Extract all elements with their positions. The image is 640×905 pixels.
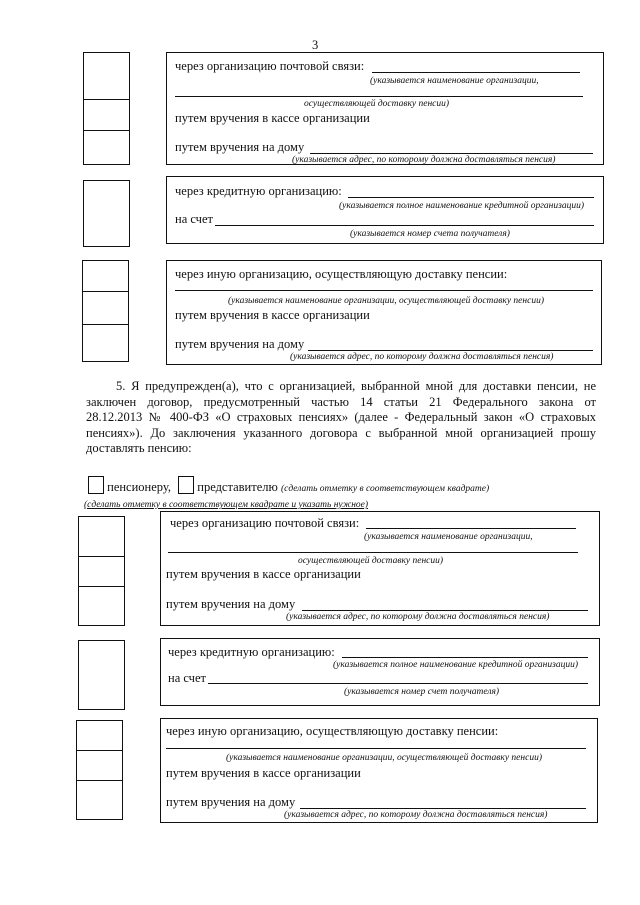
checkbox-other-cash[interactable] [82, 291, 129, 326]
b-postal-org-line2[interactable] [168, 552, 578, 553]
credit-account-label: на счет [175, 212, 213, 226]
b-credit-name-hint: (указывается полное наименование кредитной организации) [333, 660, 578, 670]
credit-account-line[interactable] [215, 225, 594, 226]
paragraph-5-line-3: 28.12.2013 № 400-ФЗ «О страховых пенсиях» (далее - Федеральный закон «О страховых [86, 410, 596, 424]
credit-account-hint: (указывается номер счета получателя) [350, 229, 510, 239]
other-name-line[interactable] [175, 290, 593, 291]
other-option-cash: путем вручения в кассе организации [175, 308, 370, 322]
checkbox-b-postal-home[interactable] [78, 586, 125, 626]
page-number: 3 [312, 38, 319, 52]
checkbox-credit-org[interactable] [83, 180, 130, 247]
paragraph-5-line-2: заключен договор, предусмотренный частью 14 статьи 21 Федерального закона от [86, 394, 596, 409]
postal-home-line[interactable] [310, 153, 593, 154]
checkbox-postal-home[interactable] [83, 130, 130, 165]
postal-option-home: путем вручения на дому [175, 140, 305, 154]
b-credit-account-line[interactable] [208, 683, 588, 684]
other-title: через иную организацию, осуществляющую доставку пенсии: [175, 267, 508, 281]
b-postal-home-hint: (указывается адрес, по которому должна доставляться пенсия) [286, 612, 550, 622]
b-postal-org-line[interactable] [366, 528, 576, 529]
checkbox-representative[interactable] [178, 476, 194, 494]
checkbox-b-other-home[interactable] [76, 780, 123, 820]
b-credit-name-line[interactable] [342, 657, 588, 658]
other-option-home: путем вручения на дому [175, 337, 305, 351]
b-other-option-home: путем вручения на дому [166, 795, 296, 809]
checkbox-other-org[interactable] [82, 260, 129, 293]
postal-home-hint: (указывается адрес, по которому должна доставляться пенсия) [292, 155, 556, 165]
b-credit-account-label: на счет [168, 671, 206, 685]
b-credit-title: через кредитную организацию: [168, 645, 335, 659]
b-credit-account-hint: (указывается номер счет получателя) [344, 687, 500, 697]
postal-hint1: (указывается наименование организации, [370, 76, 539, 86]
checkbox-postal-org[interactable] [83, 52, 130, 101]
pensioner-label: пенсионеру, [107, 480, 171, 494]
b-postal-hint2: осуществляющей доставку пенсии) [298, 556, 444, 566]
credit-title: через кредитную организацию: [175, 184, 342, 198]
other-home-line[interactable] [308, 350, 593, 351]
b-other-title: через иную организацию, осуществляющую доставку пенсии: [166, 724, 499, 738]
paragraph-5-line-4: пенсиях»). До заключения указанного договора с выбранной мной организацией прошу [86, 425, 596, 440]
postal-hint2: осуществляющей доставку пенсии) [304, 99, 450, 109]
b-other-home-hint: (указывается адрес, по которому должна доставляться пенсия) [284, 810, 548, 820]
checkbox-b-credit-org[interactable] [78, 640, 125, 710]
b-other-home-line[interactable] [300, 808, 586, 809]
b-postal-option-cash: путем вручения в кассе организации [166, 567, 361, 581]
checkbox-b-other-cash[interactable] [76, 750, 123, 782]
b-other-option-cash: путем вручения в кассе организации [166, 766, 361, 780]
checkbox-pensioner[interactable] [88, 476, 104, 494]
b-other-name-line[interactable] [166, 748, 586, 749]
recipient-choice-row [88, 476, 489, 495]
credit-name-line[interactable] [348, 197, 594, 198]
b-postal-option-home: путем вручения на дому [166, 597, 296, 611]
checkbox-b-other-org[interactable] [76, 720, 123, 752]
checkbox-other-home[interactable] [82, 324, 129, 362]
postal-title: через организацию почтовой связи: [175, 59, 365, 73]
representative-label: представителю [197, 480, 278, 494]
paragraph-5-line-5: доставлять пенсию: [86, 441, 192, 455]
b-postal-home-line[interactable] [302, 610, 588, 611]
b-postal-title: через организацию почтовой связи: [170, 516, 360, 530]
b-postal-hint1: (указывается наименование организации, [364, 532, 533, 542]
postal-org-line[interactable] [372, 72, 580, 73]
checkbox-b-postal-cash[interactable] [78, 556, 125, 588]
recipient-hint: (сделать отметку в соответствующем квадрате) [280, 484, 490, 494]
other-name-hint: (указывается наименование организации, осуществляющей доставку пенсии) [228, 296, 544, 306]
recipient-hint2: (сделать отметку в соответствующем квадрате и указать нужное) [84, 500, 369, 510]
postal-option-cash: путем вручения в кассе организации [175, 111, 370, 125]
checkbox-postal-cash[interactable] [83, 99, 130, 132]
paragraph-5 [86, 379, 596, 457]
postal-org-line2[interactable] [175, 96, 583, 97]
credit-name-hint: (указывается полное наименование кредитной организации) [339, 201, 584, 211]
paragraph-5-line-1: 5. Я предупрежден(а), что с организацией, выбранной мной для доставки пенсии, не [116, 379, 596, 393]
other-home-hint: (указывается адрес, по которому должна доставляться пенсия) [290, 352, 554, 362]
b-other-name-hint: (указывается наименование организации, осуществляющей доставку пенсии) [226, 753, 542, 763]
checkbox-b-postal-org[interactable] [78, 516, 125, 558]
